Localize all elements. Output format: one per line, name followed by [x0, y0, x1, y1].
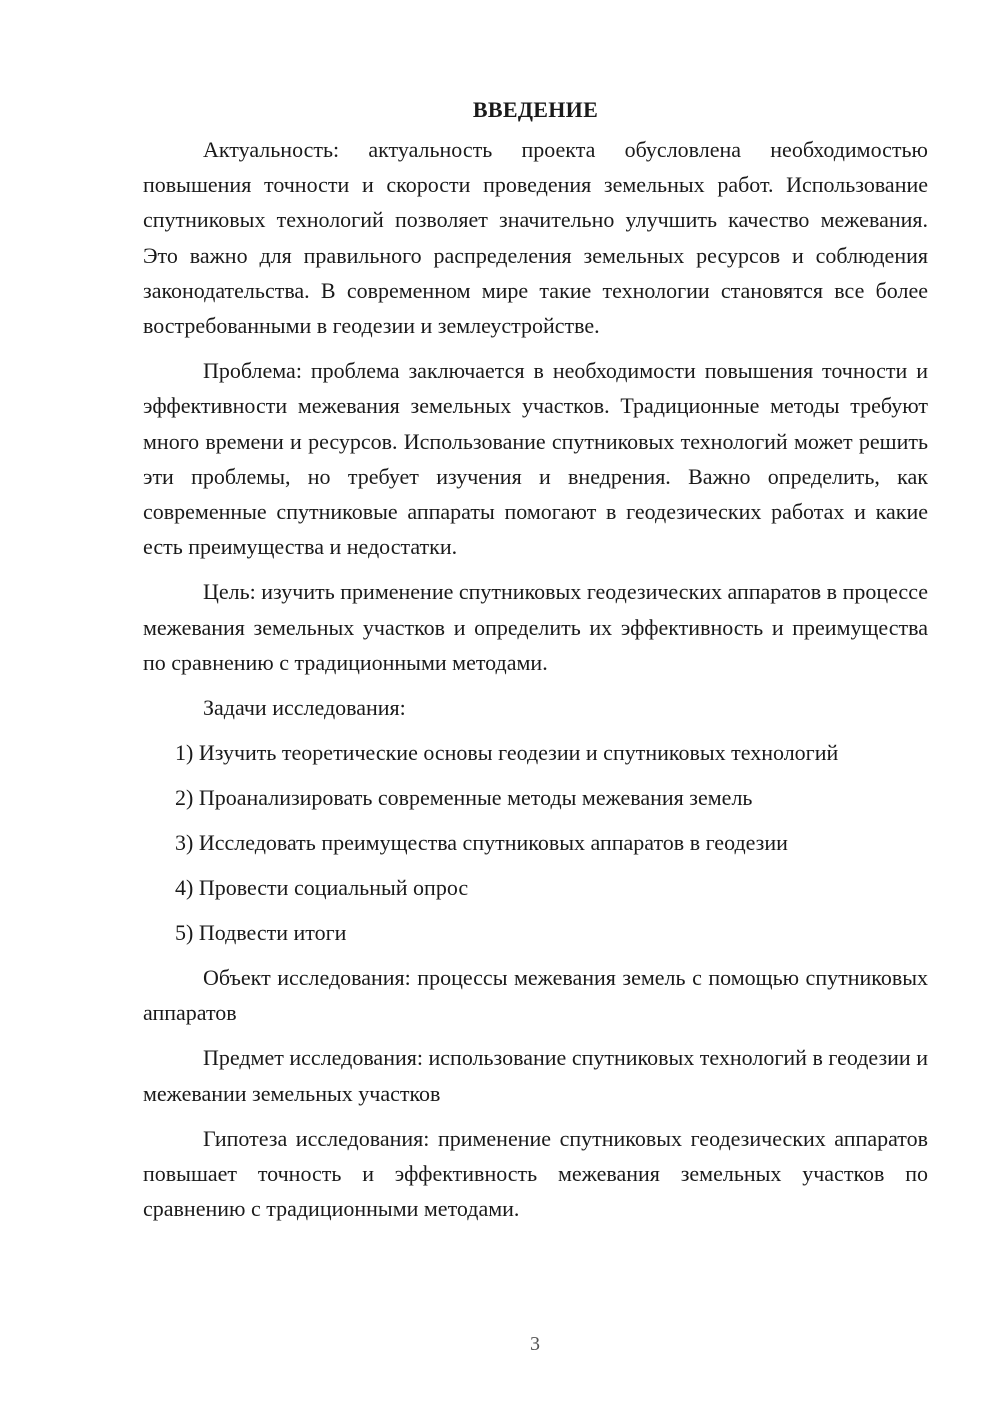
paragraph-hypothesis: Гипотеза исследования: применение спутниковых геодезических аппаратов повышает точность и эффективность межевания земельных участков по сравнению с традиционными методами. — [143, 1125, 928, 1222]
page-number: 3 — [530, 1333, 540, 1355]
task-item: 2) Проанализировать современные методы межевания земель — [175, 785, 753, 811]
paragraph-relevance: Актуальность: актуальность проекта обусловлена необходимостью повышения точности и скорости проведения земельных работ. Использование спутниковых технологий позволяет значительно улучшить качество межевания. Это важно для правильного распределения земельных ресурсов и соблюдения законодательства. В современном мире такие технологии становятся все более востребованными в геодезии и землеустройстве. — [143, 137, 928, 339]
task-item: 1) Изучить теоретические основы геодезии и спутниковых технологий — [175, 740, 839, 766]
paragraph-object: Объект исследования: процессы межевания земель с помощью спутниковых аппаратов — [143, 965, 928, 1026]
tasks-title: Задачи исследования: — [203, 695, 406, 721]
task-item: 4) Провести социальный опрос — [175, 875, 469, 901]
page-title: ВВЕДЕНИЕ — [472, 97, 599, 122]
document-page — [143, 94, 928, 1236]
paragraph-problem: Проблема: проблема заключается в необходимости повышения точности и эффективности межевания земельных участков. Традиционные методы требуют много времени и ресурсов. Использование спутниковых технологий может решить эти проблемы, но требует изучения и внедрения. Важно определить, как современные спутниковые аппараты помогают в геодезических работах и какие есть преимущества и недостатки. — [143, 358, 928, 560]
task-item: 5) Подвести итоги — [175, 920, 347, 946]
task-item: 3) Исследовать преимущества спутниковых аппаратов в геодезии — [175, 830, 788, 856]
paragraph-goal: Цель: изучить применение спутниковых геодезических аппаратов в процессе межевания земельных участков и определить их эффективность и преимущества по сравнению с традиционными методами. — [143, 579, 928, 675]
tasks-list — [143, 735, 928, 950]
paragraph-subject: Предмет исследования: использование спутниковых технологий в геодезии и межевании земельных участков — [143, 1045, 928, 1106]
